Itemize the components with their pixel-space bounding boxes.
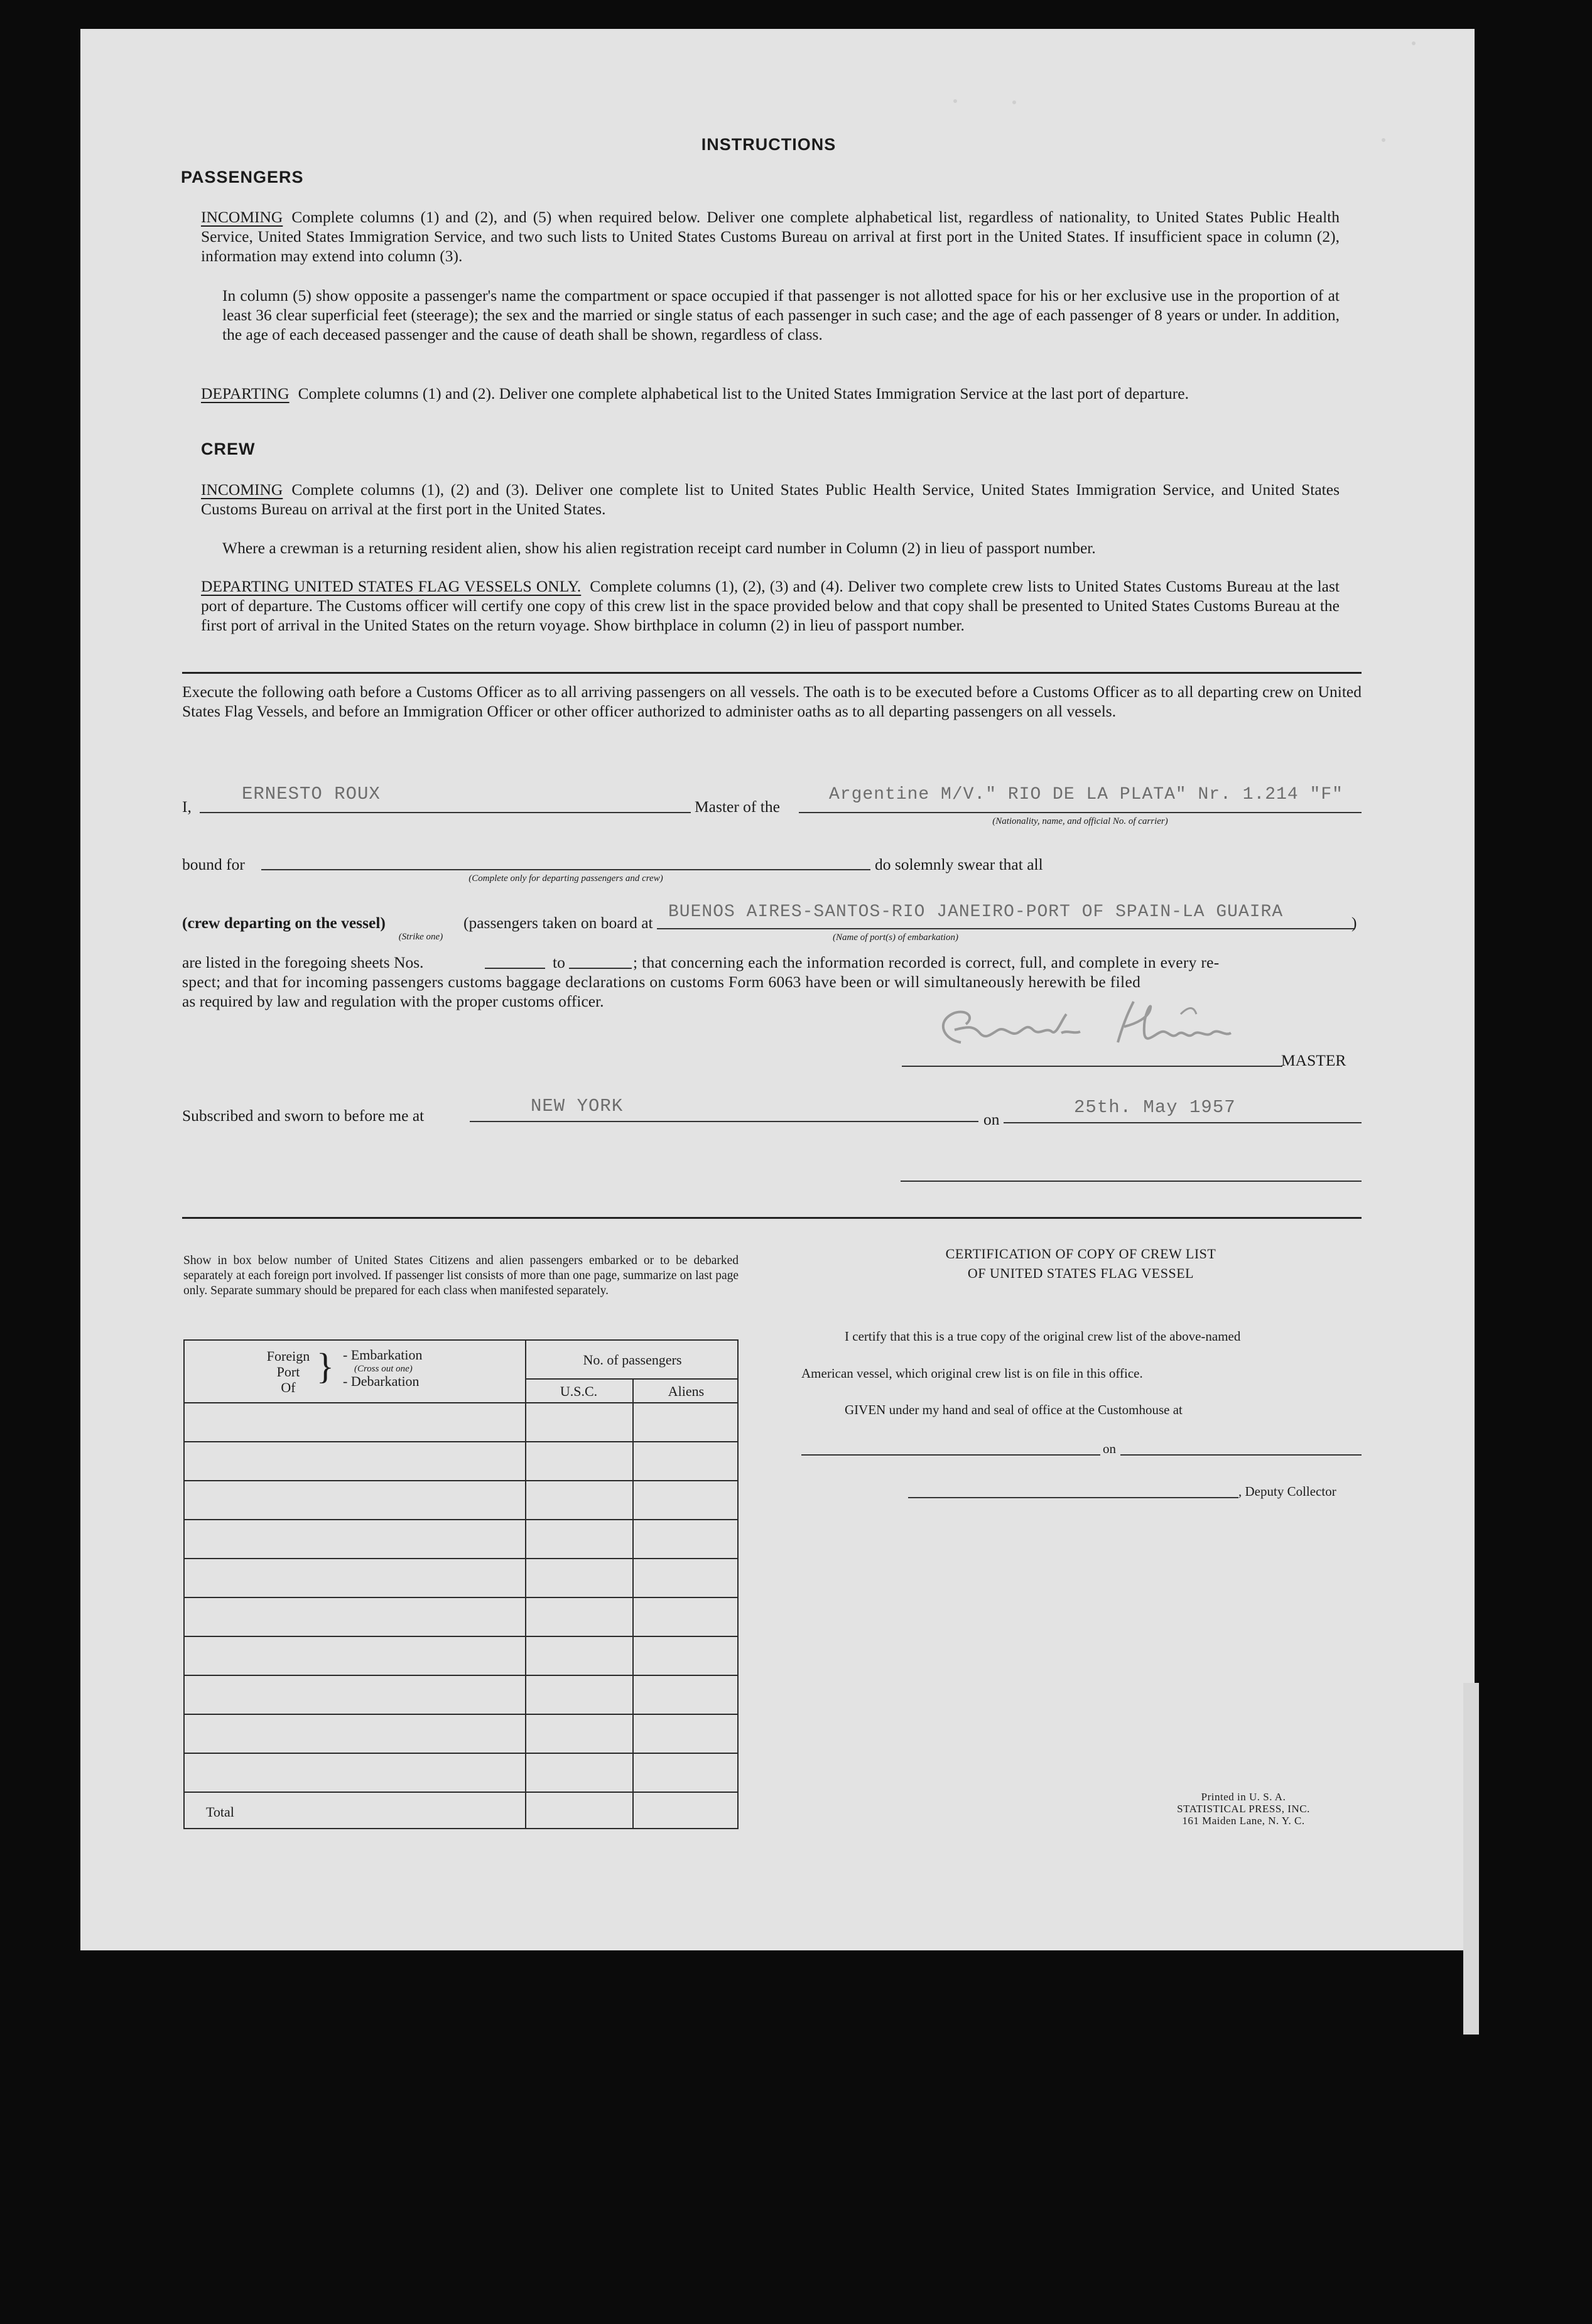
sworn-on-label: on xyxy=(983,1110,1000,1128)
vessel-name: Argentine M/V." RIO DE LA PLATA" Nr. 1.214 "F" xyxy=(829,785,1343,804)
master-label: MASTER xyxy=(1281,1051,1346,1069)
scan-speck xyxy=(1012,100,1016,104)
brace-icon: } xyxy=(317,1346,334,1386)
passenger-summary-table xyxy=(183,1339,739,1829)
master-of-label: Master of the xyxy=(695,797,780,816)
swear-label: do solemnly swear that all xyxy=(875,855,1043,873)
to-label: to xyxy=(553,953,565,971)
scan-speck xyxy=(953,99,957,103)
master-name-line xyxy=(200,812,691,813)
passengers-incoming-text: Complete columns (1) and (2), and (5) when required below. Deliver one complete alphabetical list, regardless of nationality, to United States Public Health Service, United States Immigration Service, and two such lists to United States Customs Bureau on arrival at first port in the United States. If insufficient space in column (2), information may extend into column (3). xyxy=(201,208,1340,265)
given-text: GIVEN under my hand and seal of office at the Customhouse at xyxy=(845,1402,1183,1417)
total-label: Total xyxy=(206,1804,234,1820)
ports-caption: (Name of port(s) of embarkation) xyxy=(833,932,958,943)
deputy-collector-label: , Deputy Collector xyxy=(1238,1484,1336,1499)
close-paren: ) xyxy=(1351,914,1357,932)
ports-line xyxy=(657,928,1354,929)
cert-on-label: on xyxy=(1103,1441,1116,1456)
sheet-from-line xyxy=(485,968,545,969)
summary-instructions: Show in box below number of United States Citizens and alien passengers embarked or to be debarked separately at each foreign port involved. If passenger list consists of more than one page, summarize on last page only. Separate summary should be prepared for each class when manifested separately. xyxy=(183,1254,739,1297)
bound-for-caption: (Complete only for departing passengers and crew) xyxy=(468,873,663,884)
scan-speck xyxy=(1412,41,1416,45)
oath-intro: Execute the following oath before a Customs Officer as to all arriving passengers on all vessels. The oath is to be executed before a Customs Officer as to all departing crew on United States Flag Vessels, and before an Immigration Officer or other officer authorized to administer oaths as to all departing passengers on all vessels. xyxy=(182,683,1362,720)
listed-prefix: are listed in the foregoing sheets Nos. xyxy=(182,953,424,971)
col-aliens: Aliens xyxy=(668,1383,705,1399)
passengers-taken-option: (passengers taken on board at xyxy=(463,914,653,932)
column5-paragraph: In column (5) show opposite a passenger's name the compartment or space occupied if that passenger is not allotted space for his or her exclusive use in the proportion of at least 36 clear superficial feet (steerage); the sex and the married or single status of each passenger in such case; and the age of each passenger of 8 years or under. In addition, the age of each deceased passenger and the cause of death shall be shown, regardless of class. xyxy=(222,286,1340,343)
subscribed-label: Subscribed and sworn to before me at xyxy=(182,1106,425,1125)
crew-incoming-label: INCOMING xyxy=(201,480,283,499)
crew-resident-paragraph: Where a crewman is a returning resident alien, show his alien registration receipt card number in Column (2) in lieu of passport number. xyxy=(222,539,1096,557)
certification-title-2: OF UNITED STATES FLAG VESSEL xyxy=(967,1265,1194,1281)
passengers-departing-text: Complete columns (1) and (2). Deliver one complete alphabetical list to the United States Immigration Service at the last port of departure. xyxy=(298,384,1189,403)
crew-incoming-text: Complete columns (1), (2) and (3). Deliver one complete list to United States Public Health Service, United States Immigration Service, and United States Customs Bureau on arrival at the first port in the United States. xyxy=(201,480,1340,518)
bound-for-label: bound for xyxy=(182,855,245,873)
bound-for-line xyxy=(261,869,870,870)
cross-out-caption: (Cross out one) xyxy=(354,1364,413,1374)
col-no-passengers: No. of passengers xyxy=(583,1352,682,1368)
page-edge xyxy=(1463,1683,1479,2035)
sworn-place-line xyxy=(470,1121,978,1122)
passengers-incoming-label: INCOMING xyxy=(201,208,283,226)
listed-text-2: spect; and that for incoming passengers customs baggage declarations on customs Form 6063 have been or will simultaneously herewith be filed xyxy=(182,973,1141,991)
crew-departing-option: (crew departing on the vessel) xyxy=(182,914,386,932)
passengers-departing-label: DEPARTING xyxy=(201,384,290,403)
crew-departing-label: DEPARTING UNITED STATES FLAG VESSELS ONLY. xyxy=(201,577,582,595)
crew-heading: CREW xyxy=(201,440,256,458)
master-signature-line xyxy=(902,1066,1282,1067)
crew-departing-paragraph xyxy=(201,576,1340,635)
oath-i-label: I, xyxy=(182,797,192,816)
divider xyxy=(182,672,1362,674)
instructions-title: INSTRUCTIONS xyxy=(701,135,837,154)
listed-text-1: ; that concerning each the information recorded is correct, full, and complete in every re- xyxy=(633,953,1220,971)
embarkation-label: - Embarkation xyxy=(343,1347,423,1363)
listed-text-3: as required by law and regulation with the proper customs officer. xyxy=(182,992,604,1010)
divider xyxy=(182,1217,1362,1219)
passengers-heading: PASSENGERS xyxy=(181,168,304,186)
ports-of-embarkation: BUENOS AIRES-SANTOS-RIO JANEIRO-PORT OF SPAIN-LA GUAIRA xyxy=(668,902,1284,922)
col-foreign-port: Foreign Port Of xyxy=(266,1348,310,1395)
crew-departing-text: Complete columns (1), (2), (3) and (4). Deliver two complete crew lists to United States Customs Bureau at the last port of departure. The Customs officer will certify one copy of this crew list in the space provided below and that copy shall be presented to United States Customs Bureau at the first port of arrival in the United States on the return voyage. Show birthplace in column (2) in lieu of passport number. xyxy=(201,577,1340,634)
master-signature xyxy=(917,995,1294,1067)
sworn-place: NEW YORK xyxy=(531,1096,624,1116)
certification-title-1: CERTIFICATION OF COPY OF CREW LIST xyxy=(945,1246,1216,1262)
strike-caption: (Strike one) xyxy=(398,932,443,942)
passengers-departing-paragraph xyxy=(201,384,1340,403)
crew-incoming-paragraph xyxy=(201,480,1340,519)
deputy-signature-line xyxy=(908,1497,1238,1498)
vessel-line xyxy=(799,812,1362,813)
cert-date-line xyxy=(1120,1454,1362,1456)
customhouse-line xyxy=(801,1454,1100,1456)
sworn-date: 25th. May 1957 xyxy=(1074,1097,1236,1118)
sworn-date-line xyxy=(1004,1122,1362,1123)
certify-text-2: American vessel, which original crew list is on file in this office. xyxy=(801,1366,1143,1381)
vessel-caption: (Nationality, name, and official No. of carrier) xyxy=(992,816,1168,826)
officer-signature-line xyxy=(901,1181,1362,1182)
col-usc: U.S.C. xyxy=(560,1383,598,1399)
printer-imprint: Printed in U. S. A. STATISTICAL PRESS, INC. 161 Maiden Lane, N. Y. C. xyxy=(1177,1791,1310,1827)
certify-text-1: I certify that this is a true copy of the original crew list of the above-named xyxy=(845,1329,1241,1344)
passengers-incoming-paragraph xyxy=(201,207,1340,266)
debarkation-label: - Debarkation xyxy=(343,1373,420,1389)
master-name: ERNESTO ROUX xyxy=(242,784,381,804)
sheet-to-line xyxy=(569,968,632,969)
